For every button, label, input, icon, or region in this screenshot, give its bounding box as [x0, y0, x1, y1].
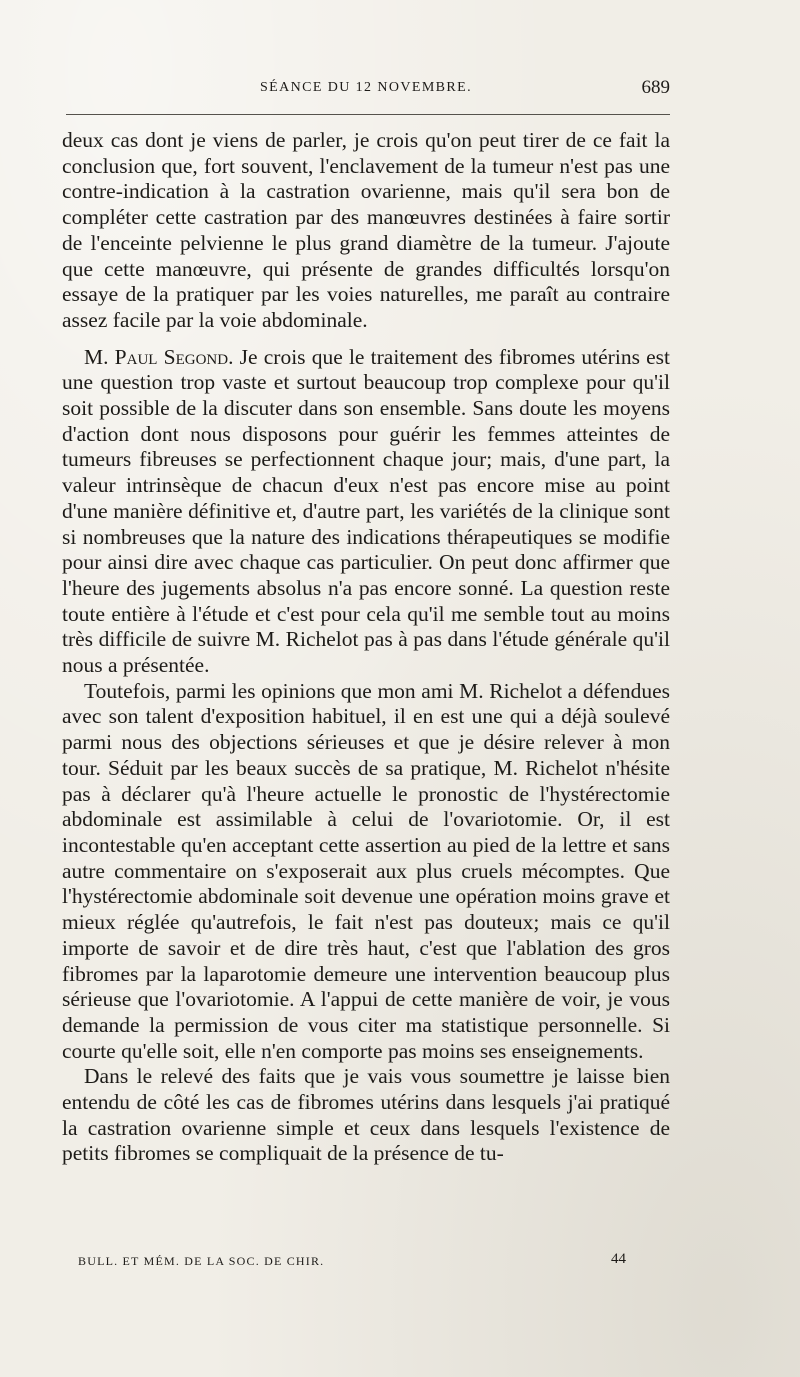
page-number: 689 [641, 77, 670, 98]
paragraph-2-text: Je crois que le traitement des fibromes utérins est une question trop vaste et surtout beaucoup trop complexe pour qu'il soit possible de la discuter dans son ensemble. Sans doute les moyens d'action dont nous disposons pour guérir les femmes atteintes de tumeurs fibreuses se perfectionnent chaque jour; mais, d'une part, la valeur intrinsèque de chacun d'eux n'est pas encore mise au point d'une manière définitive et, d'autre part, les variétés de la clinique sont si nombreuses que la nature des indications thérapeutiques se modifie pour ainsi dire avec chaque cas particulier. On peut donc affirmer que l'heure des jugements absolus n'a pas encore sonné. La question reste toute entière à l'étude et c'est pour cela qu'il me semble tout au moins très difficile de suivre M. Richelot pas à pas dans l'étude générale qu'il nous a présentée. [62, 344, 671, 678]
speaker-name: M. Paul Segond. [84, 344, 234, 369]
paragraph-1: deux cas dont je viens de parler, je crois qu'on peut tirer de ce fait la conclusion que, fort souvent, l'enclavement de la tumeur n'est pas une contre-indication à la castration ovarienne, mais qu'il sera bon de compléter cette castration par des manœuvres destinées à faire sortir de l'enceinte pelvienne le plus grand diamètre de la tumeur. J'ajoute que cette manœuvre, qui présente de grandes difficultés lorsqu'on essaye de la pratiquer par les voies naturelles, me paraît au contraire assez facile par la voie abdominale. [62, 128, 670, 332]
running-head-title: SÉANCE DU 12 NOVEMBRE. [259, 80, 473, 95]
footer-signature: BULL. ET MÉM. DE LA SOC. DE CHIR. [78, 1254, 325, 1268]
paragraph-4: Dans le relevé des faits que je vais vous soumettre je laisse bien entendu de côté les cas de fibromes utérins dans lesquels j'ai pratiqué la castration ovarienne simple et ceux dans lesquels l'existence de petits fibromes se compliquait de la présence de tu- [62, 1064, 670, 1166]
paragraph-3: Toutefois, parmi les opinions que mon ami M. Richelot a défendues avec son talent d'exposition habituel, il en est une qui a déjà soulevé parmi nous des objections sérieuses et que je désire relever à mon tour. Séduit par les beaux succès de sa pratique, M. Richelot n'hésite pas à déclarer qu'à l'heure actuelle le pronostic de l'hystérectomie abdominale est assimilable à celui de l'ovariotomie. Or, il est incontestable qu'en acceptant cette assertion au pied de la lettre et sans autre commentaire on s'exposerait aux plus cruels mécomptes. Que l'hystérectomie abdominale soit devenue une opération moins grave et mieux réglée qu'autrefois, le fait n'est pas douteux; mais ce qu'il importe de savoir et de dire très haut, c'est que l'ablation des gros fibromes par la laparotomie demeure une intervention beaucoup plus sérieuse que l'ovariotomie. A l'appui de cette manière de voir, je vous demande la permission de vous citer ma statistique personnelle. Si courte qu'elle soit, elle n'en comporte pas moins ses enseignements. [62, 678, 670, 1063]
paragraph-2 [62, 345, 670, 679]
page-footer [78, 1251, 626, 1274]
running-head [62, 77, 670, 104]
sheet-number: 44 [611, 1251, 626, 1267]
body-text [62, 128, 670, 1167]
header-rule [66, 114, 670, 115]
